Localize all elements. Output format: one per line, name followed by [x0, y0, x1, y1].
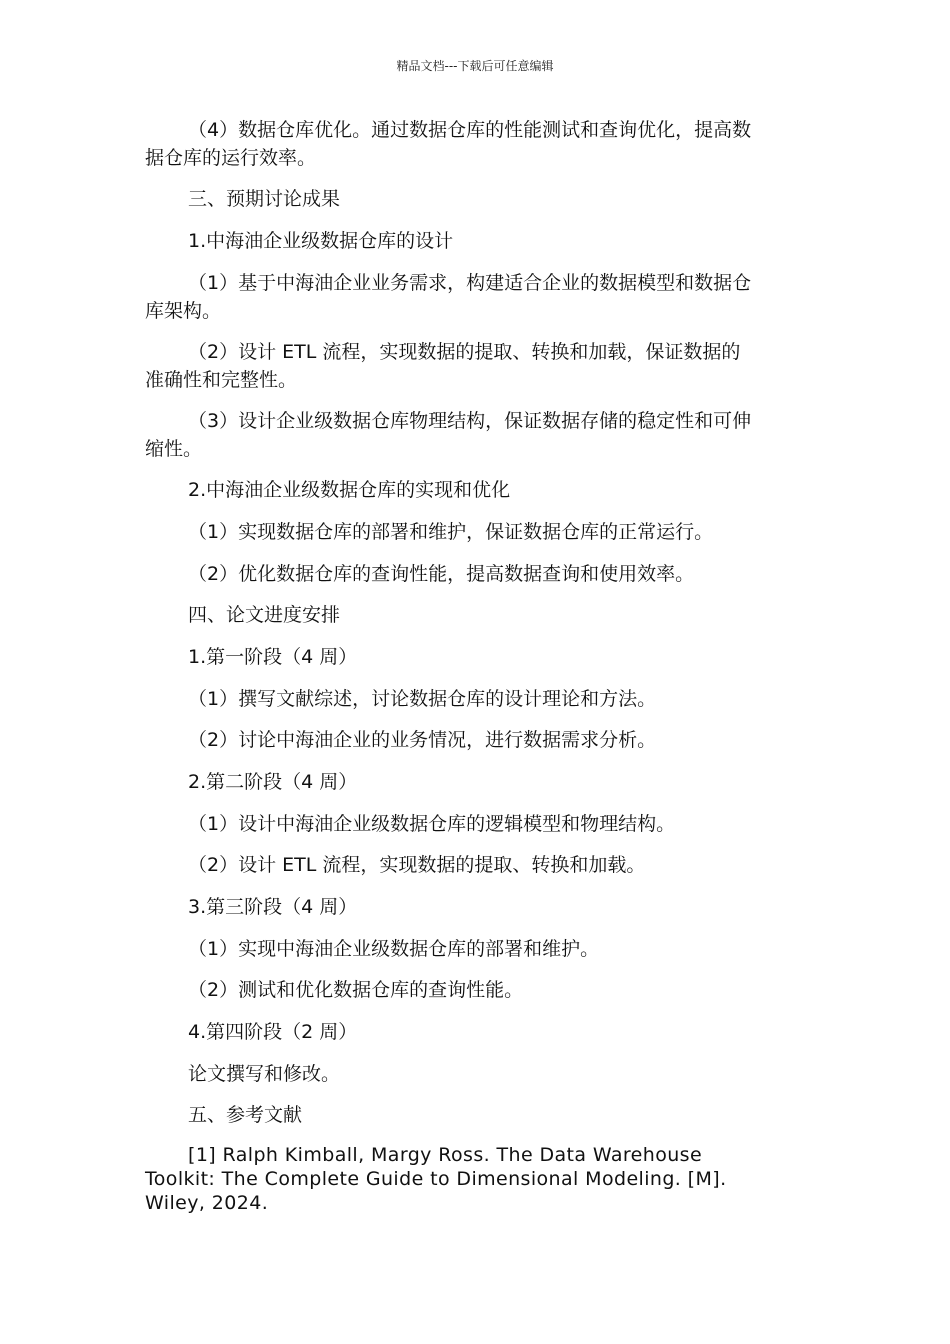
reference-line-2: Toolkit: The Complete Guide to Dimensional Modeling. [M]. [145, 1168, 727, 1190]
stage-2-heading: 2.第二阶段（4 周） [188, 771, 358, 793]
section-heading-4: 四、论文进度安排 [188, 604, 341, 626]
stage-1-item-1: （1）撰写文献综述，讨论数据仓库的设计理论和方法。 [188, 688, 657, 710]
stage-2-item-2: （2）设计 ETL 流程，实现数据的提取、转换和加载。 [188, 854, 646, 876]
stage-4-item: 论文撰写和修改。 [188, 1063, 341, 1085]
body-line-7: （2）设计 ETL 流程，实现数据的提取、转换和加载，保证数据的 [188, 341, 741, 363]
body-line-2: 据仓库的运行效率。 [145, 147, 317, 169]
subheading-1: 1.中海油企业级数据仓库的设计 [188, 230, 454, 252]
stage-2-item-1: （1）设计中海油企业级数据仓库的逻辑模型和物理结构。 [188, 813, 676, 835]
section-heading-3: 三、预期讨论成果 [188, 188, 341, 210]
body-line-6: 库架构。 [145, 300, 222, 322]
body-line-13: （2）优化数据仓库的查询性能，提高数据查询和使用效率。 [188, 563, 695, 585]
reference-line-1: [1] Ralph Kimball, Margy Ross. The Data Warehouse [188, 1144, 703, 1166]
subheading-2: 2.中海油企业级数据仓库的实现和优化 [188, 479, 511, 501]
stage-3-item-2: （2）测试和优化数据仓库的查询性能。 [188, 979, 524, 1001]
body-line-1: （4）数据仓库优化。通过数据仓库的性能测试和查询优化，提高数 [188, 119, 752, 141]
section-heading-5: 五、参考文献 [188, 1104, 303, 1126]
body-line-9: （3）设计企业级数据仓库物理结构，保证数据存储的稳定性和可伸 [188, 410, 752, 432]
body-line-5: （1）基于中海油企业业务需求，构建适合企业的数据模型和数据仓 [188, 272, 752, 294]
stage-3-item-1: （1）实现中海油企业级数据仓库的部署和维护。 [188, 938, 600, 960]
body-line-10: 缩性。 [145, 438, 203, 460]
stage-1-heading: 1.第一阶段（4 周） [188, 646, 358, 668]
reference-line-3: Wiley, 2024. [145, 1192, 269, 1214]
stage-3-heading: 3.第三阶段（4 周） [188, 896, 358, 918]
stage-1-item-2: （2）讨论中海油企业的业务情况，进行数据需求分析。 [188, 729, 657, 751]
stage-4-heading: 4.第四阶段（2 周） [188, 1021, 358, 1043]
body-line-8: 准确性和完整性。 [145, 369, 298, 391]
body-line-12: （1）实现数据仓库的部署和维护，保证数据仓库的正常运行。 [188, 521, 714, 543]
page-header: 精品文档---下载后可任意编辑 [396, 59, 554, 73]
